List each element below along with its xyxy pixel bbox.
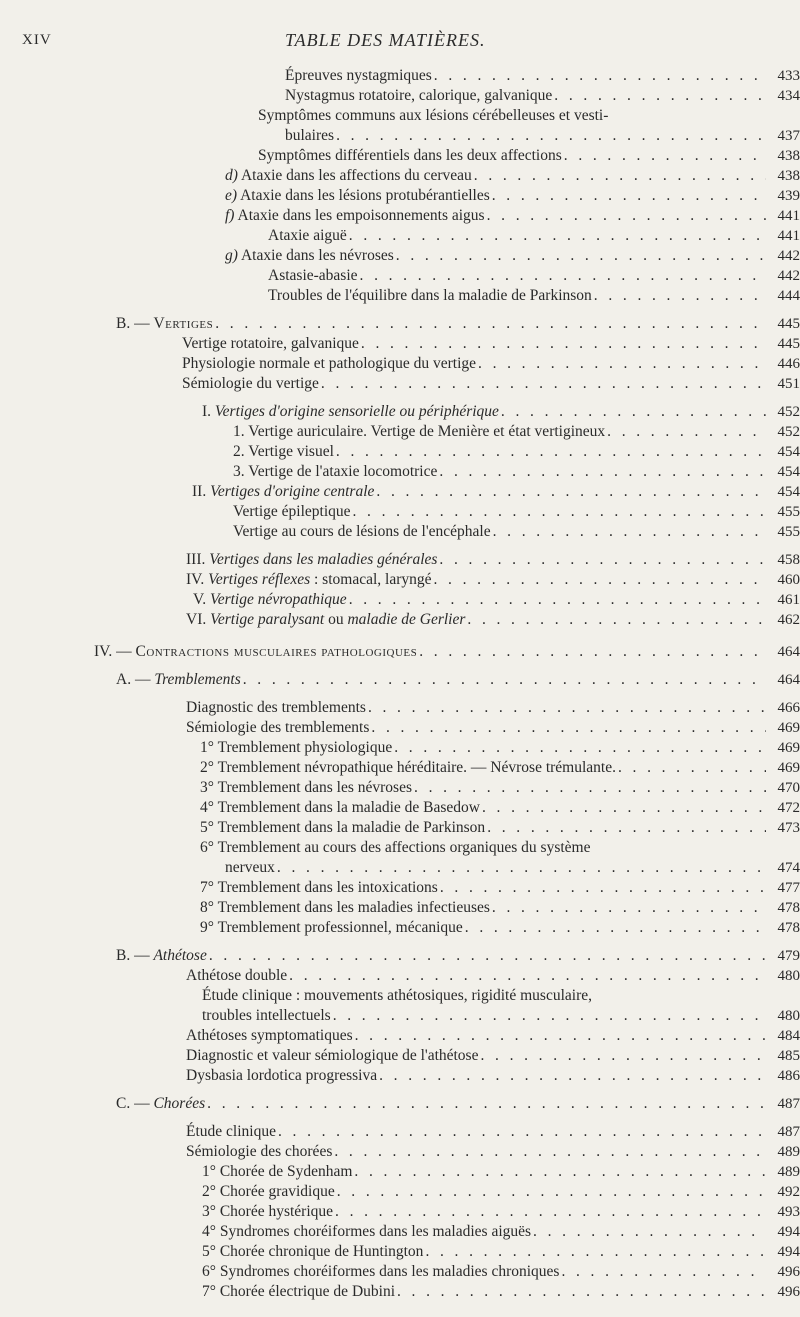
toc-chapter: IV. — Contractions musculaires pathologiques . . . 464 [0, 642, 800, 662]
toc-entry: Dysbasia lordotica progressiva . . . 486 [0, 1066, 800, 1086]
toc-section: B. — Vertiges . . . 445 [0, 314, 800, 334]
toc-entry: Diagnostic et valeur sémiologique de l'athétose . . . 485 [0, 1046, 800, 1066]
toc-entry: Sémiologie du vertige . . . 451 [0, 374, 800, 394]
toc-entry: Symptômes différentiels dans les deux affections . . . 438 [0, 146, 800, 166]
toc-entry: 5° Tremblement dans la maladie de Parkinson . . . 473 [0, 818, 800, 838]
toc-entry: Vertige au cours de lésions de l'encéphale . . . 455 [0, 522, 800, 542]
toc-entry: III. Vertiges dans les maladies générales . . . 458 [0, 550, 800, 570]
toc-entry: 6° Tremblement au cours des affections organiques du système [200, 839, 591, 856]
toc-entry: 4° Syndromes choréiformes dans les maladies aiguës . . . 494 [0, 1222, 800, 1242]
page-header [0, 30, 800, 54]
running-title: TABLE DES MATIÈRES. [285, 30, 486, 50]
toc-entry: Athétose double . . . 480 [0, 966, 800, 986]
toc-entry: Vertige épileptique . . . 455 [0, 502, 800, 522]
toc-entry: nerveux . . . 474 [0, 858, 800, 878]
toc-entry: Symptômes communs aux lésions cérébelleuses et vesti- [258, 107, 609, 124]
toc-entry: II. Vertiges d'origine centrale . . . 454 [0, 482, 800, 502]
toc-entry: Athétoses symptomatiques . . . 484 [0, 1026, 800, 1046]
toc-entry: Physiologie normale et pathologique du vertige . . . 446 [0, 354, 800, 374]
toc-entry: 1. Vertige auriculaire. Vertige de Menière et état vertigineux . . . 452 [0, 422, 800, 442]
toc-entry: 6° Syndromes choréiformes dans les maladies chroniques . . . 496 [0, 1262, 800, 1282]
toc-entry: Sémiologie des chorées . . . 489 [0, 1142, 800, 1162]
toc-entry: g) Ataxie dans les névroses . . . 442 [0, 246, 800, 266]
toc-entry: 2° Tremblement névropathique héréditaire. — Névrose trémulante. . . . 469 [0, 758, 800, 778]
toc-entry: 4° Tremblement dans la maladie de Basedow . . . 472 [0, 798, 800, 818]
toc-entry: 2° Chorée gravidique . . . 492 [0, 1182, 800, 1202]
page-number: XIV [22, 32, 52, 48]
toc-entry: VI. Vertige paralysant ou maladie de Gerlier . . . 462 [0, 610, 800, 630]
toc-entry: 2. Vertige visuel . . . 454 [0, 442, 800, 462]
toc-entry: Étude clinique . . . 487 [0, 1122, 800, 1142]
toc-entry: d) Ataxie dans les affections du cerveau . . . 438 [0, 166, 800, 186]
toc-entry: f) Ataxie dans les empoisonnements aigus . . . 441 [0, 206, 800, 226]
toc-entry: 7° Chorée électrique de Dubini . . . 496 [0, 1282, 800, 1302]
toc-section: B. — Athétose . . . 479 [0, 946, 800, 966]
toc-entry: 7° Tremblement dans les intoxications . . . 477 [0, 878, 800, 898]
toc-entry: I. Vertiges d'origine sensorielle ou périphérique . . . 452 [0, 402, 800, 422]
toc-entry: bulaires . . . 437 [0, 126, 800, 146]
toc-entry: 5° Chorée chronique de Huntington . . . 494 [0, 1242, 800, 1262]
toc-section: C. — Chorées . . . 487 [0, 1094, 800, 1114]
toc-section: A. — Tremblements . . . 464 [0, 670, 800, 690]
toc-entry: 1° Chorée de Sydenham . . . 489 [0, 1162, 800, 1182]
toc-entry: 3. Vertige de l'ataxie locomotrice . . . 454 [0, 462, 800, 482]
toc-entry: Sémiologie des tremblements . . . 469 [0, 718, 800, 738]
toc-entry: Vertige rotatoire, galvanique . . . 445 [0, 334, 800, 354]
toc-entry: Ataxie aiguë . . . 441 [0, 226, 800, 246]
toc-entry: 3° Chorée hystérique . . . 493 [0, 1202, 800, 1222]
toc-entry: Diagnostic des tremblements . . . 466 [0, 698, 800, 718]
toc-entry: V. Vertige névropathique . . . 461 [0, 590, 800, 610]
toc-entry: Astasie-abasie . . . 442 [0, 266, 800, 286]
toc-entry: 9° Tremblement professionnel, mécanique . . . 478 [0, 918, 800, 938]
toc-entry: 8° Tremblement dans les maladies infectieuses . . . 478 [0, 898, 800, 918]
toc-entry: Nystagmus rotatoire, calorique, galvanique . . . 434 [0, 86, 800, 106]
table-of-contents [0, 66, 800, 1302]
toc-entry: Étude clinique : mouvements athétosiques, rigidité musculaire, [202, 987, 592, 1004]
toc-entry: e) Ataxie dans les lésions protubérantielles . . . 439 [0, 186, 800, 206]
toc-entry: Épreuves nystagmiques . . . 433 [0, 66, 800, 86]
toc-entry: Troubles de l'équilibre dans la maladie de Parkinson . . . 444 [0, 286, 800, 306]
toc-entry: 3° Tremblement dans les névroses . . . 470 [0, 778, 800, 798]
toc-entry: IV. Vertiges réflexes : stomacal, laryngé . . . 460 [0, 570, 800, 590]
toc-entry: troubles intellectuels . . . 480 [0, 1006, 800, 1026]
toc-entry: 1° Tremblement physiologique . . . 469 [0, 738, 800, 758]
